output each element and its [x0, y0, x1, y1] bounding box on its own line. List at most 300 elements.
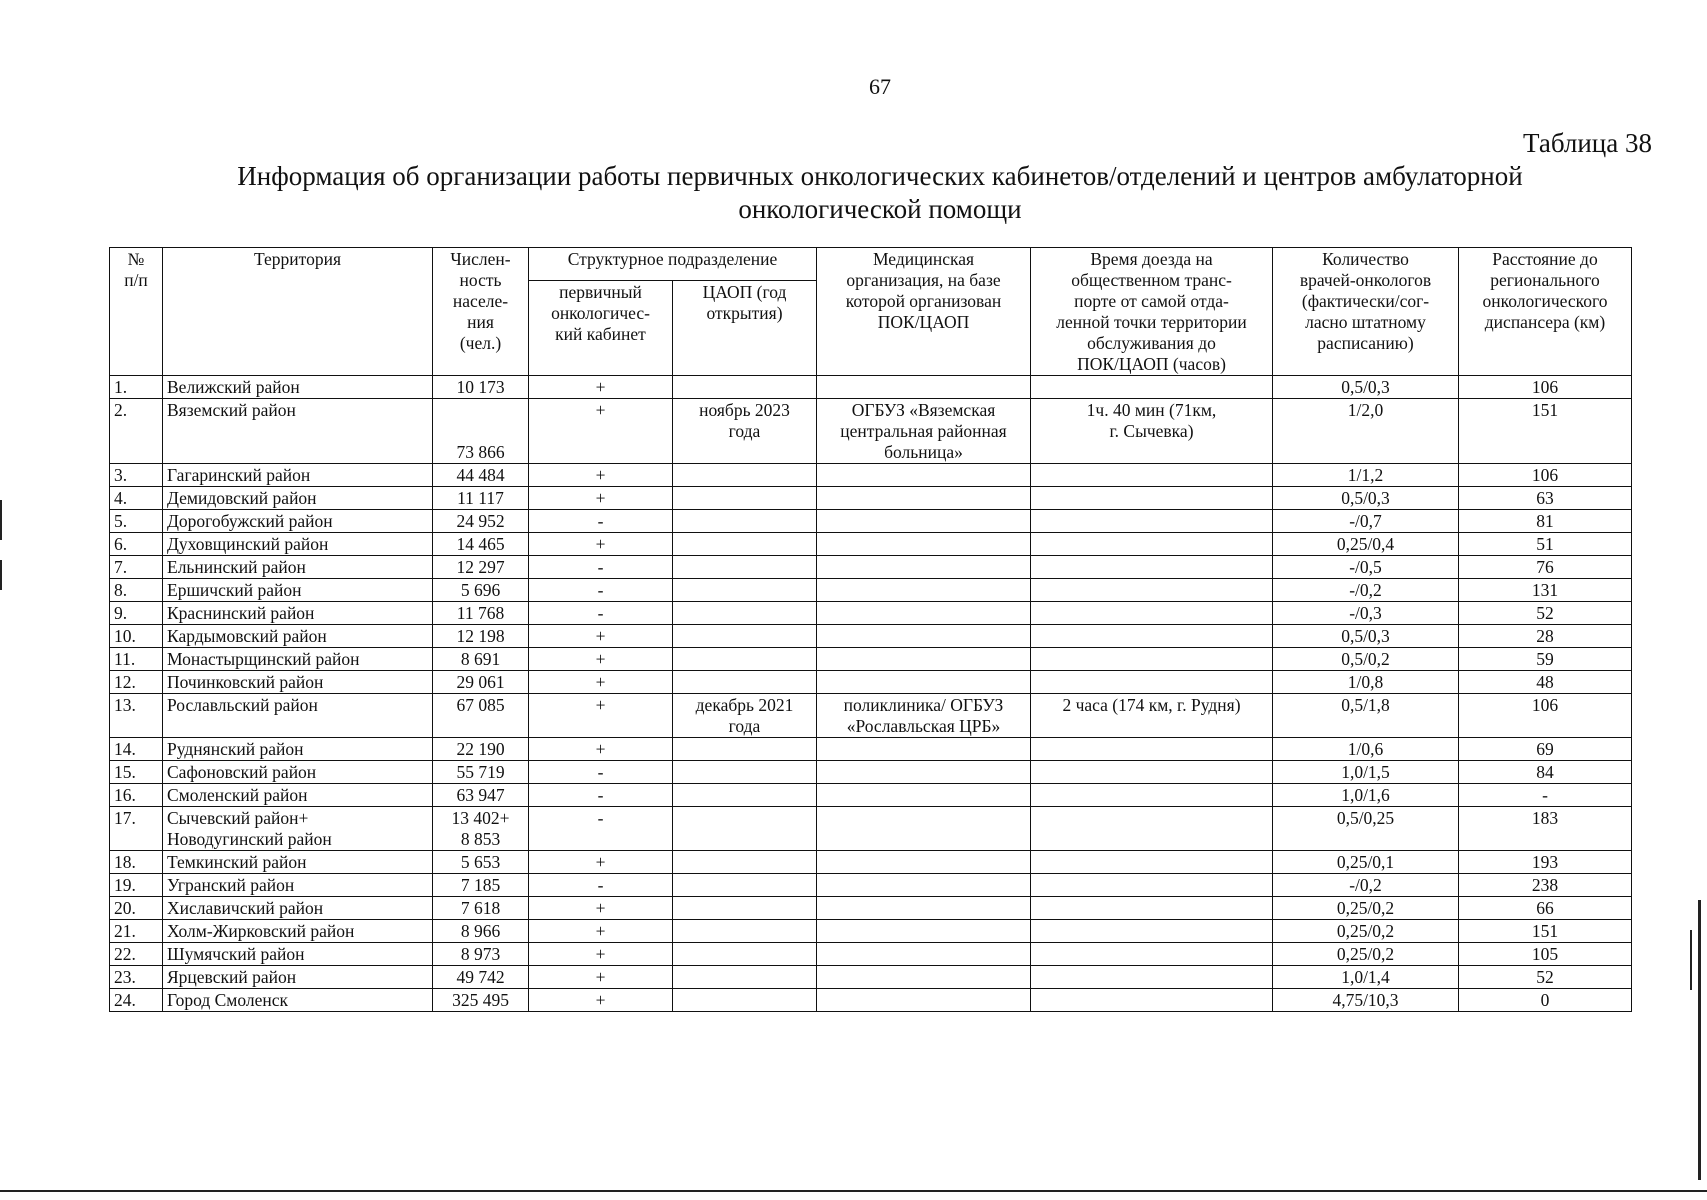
cell-travel-time [1031, 648, 1273, 671]
header-line: кий кабинет [555, 324, 646, 345]
header-line: общественном транс- [1071, 270, 1232, 290]
cell-medical-organization [817, 897, 1031, 920]
oncology-table [109, 247, 1632, 1012]
cell-travel-time [1031, 807, 1273, 851]
cell-medical-organization [817, 533, 1031, 556]
cell-distance: 28 [1459, 625, 1632, 648]
header-line: ПОК/ЦАОП (часов) [1077, 354, 1226, 374]
scan-edge-line [0, 560, 2, 590]
cell-territory [163, 487, 433, 510]
cell-travel-time [1031, 487, 1273, 510]
cell-primary-cabinet: - [529, 579, 673, 602]
cell-travel-time [1031, 464, 1273, 487]
document-title-line-1: Информация об организации работы первичных онкологических кабинетов/отделений и центров амбулаторной [237, 161, 1523, 191]
cell-primary-cabinet: + [529, 464, 673, 487]
cell-line: Смоленский район [167, 785, 308, 805]
cell-primary-cabinet: - [529, 556, 673, 579]
cell-travel-time [1031, 510, 1273, 533]
cell-line: Духовщинский район [167, 534, 329, 554]
cell-primary-cabinet: + [529, 376, 673, 399]
header-line: обслуживания до [1087, 333, 1216, 353]
cell-population [433, 738, 529, 761]
cell-medical-organization [817, 943, 1031, 966]
cell-territory [163, 533, 433, 556]
header-line: (чел.) [459, 333, 502, 353]
cell-population [433, 671, 529, 694]
cell-primary-cabinet: + [529, 399, 673, 464]
cell-travel-time [1031, 694, 1273, 738]
cell-territory [163, 807, 433, 851]
cell-line: Новодугинский район [167, 829, 332, 849]
cell-line: Хиславичский район [167, 898, 324, 918]
table-row [110, 399, 1632, 464]
document-title-line-2: онкологической помощи [738, 194, 1022, 224]
cell-line: Ельнинский район [167, 557, 306, 577]
cell-population [433, 966, 529, 989]
cell-population [433, 874, 529, 897]
cell-medical-organization [817, 920, 1031, 943]
cell-line [437, 421, 524, 442]
cell-line: Город Смоленск [167, 990, 289, 1010]
cell-medical-organization [817, 694, 1031, 738]
table-row [110, 761, 1632, 784]
table-label: Таблица 38 [1523, 128, 1652, 158]
cell-territory [163, 761, 433, 784]
cell-travel-time [1031, 533, 1273, 556]
header-line: которой организован [845, 291, 1002, 311]
cell-oncologists-count: 0,5/0,2 [1273, 648, 1459, 671]
cell-caop [673, 694, 817, 738]
cell-oncologists-count: 0,25/0,1 [1273, 851, 1459, 874]
scan-edge-line [0, 500, 2, 540]
cell-line: ОГБУЗ «Вяземская [851, 400, 996, 420]
cell-travel-time [1031, 851, 1273, 874]
cell-travel-time [1031, 556, 1273, 579]
table-row [110, 989, 1632, 1012]
cell-line: Починковский район [167, 672, 324, 692]
cell-oncologists-count: -/0,2 [1273, 579, 1459, 602]
cell-travel-time [1031, 625, 1273, 648]
header-line: ПОК/ЦАОП [877, 312, 970, 332]
cell-line: 55 719 [456, 762, 505, 782]
cell-distance: 81 [1459, 510, 1632, 533]
table-row [110, 694, 1632, 738]
cell-line: 12 297 [456, 557, 505, 577]
cell-line: Рославльский район [167, 695, 318, 715]
cell-caop [673, 602, 817, 625]
cell-num: 14. [110, 738, 163, 761]
cell-line [437, 400, 524, 421]
cell-distance: 105 [1459, 943, 1632, 966]
cell-medical-organization [817, 464, 1031, 487]
table-row [110, 579, 1632, 602]
cell-num: 7. [110, 556, 163, 579]
cell-oncologists-count: 1,0/1,4 [1273, 966, 1459, 989]
cell-caop [673, 761, 817, 784]
cell-travel-time [1031, 920, 1273, 943]
cell-medical-organization [817, 761, 1031, 784]
table-row [110, 648, 1632, 671]
cell-population [433, 510, 529, 533]
cell-oncologists-count: 0,25/0,2 [1273, 943, 1459, 966]
cell-travel-time [1031, 579, 1273, 602]
cell-travel-time [1031, 784, 1273, 807]
cell-population [433, 487, 529, 510]
header-territory [163, 248, 433, 376]
cell-caop [673, 510, 817, 533]
cell-population [433, 851, 529, 874]
cell-territory [163, 556, 433, 579]
cell-distance: 52 [1459, 966, 1632, 989]
header-line: Структурное подразделение [567, 249, 778, 269]
cell-caop [673, 579, 817, 602]
cell-line: поликлиника/ ОГБУЗ [843, 695, 1004, 715]
cell-travel-time [1031, 897, 1273, 920]
scan-edge-line [1690, 930, 1692, 990]
cell-line: Ярцевский район [167, 967, 297, 987]
cell-medical-organization [817, 807, 1031, 851]
cell-line: 8 691 [460, 649, 501, 669]
cell-territory [163, 851, 433, 874]
table-row [110, 510, 1632, 533]
cell-oncologists-count: 0,5/0,3 [1273, 625, 1459, 648]
cell-caop [673, 851, 817, 874]
scan-edge-line [0, 1190, 1707, 1192]
cell-line: 22 190 [456, 739, 505, 759]
header-line: первичный [559, 282, 642, 303]
header-line: ласно штатному [1305, 312, 1426, 332]
header-line: Числен- [450, 249, 511, 269]
table-row [110, 874, 1632, 897]
cell-caop [673, 897, 817, 920]
cell-primary-cabinet: + [529, 625, 673, 648]
cell-caop [673, 487, 817, 510]
cell-line: Угранский район [167, 875, 295, 895]
cell-num: 16. [110, 784, 163, 807]
cell-distance: 52 [1459, 602, 1632, 625]
cell-line: 7 618 [460, 898, 501, 918]
cell-oncologists-count: 1/0,8 [1273, 671, 1459, 694]
cell-num: 21. [110, 920, 163, 943]
table-row [110, 625, 1632, 648]
cell-line: Сычевский район+ [167, 808, 309, 828]
header-line: п/п [124, 270, 148, 290]
cell-line: Дорогобужский район [167, 511, 333, 531]
cell-distance: 66 [1459, 897, 1632, 920]
cell-primary-cabinet: + [529, 694, 673, 738]
cell-caop [673, 376, 817, 399]
cell-caop [673, 648, 817, 671]
table-row [110, 602, 1632, 625]
header-line: Медицинская [872, 249, 975, 269]
cell-primary-cabinet: - [529, 807, 673, 851]
cell-primary-cabinet: + [529, 943, 673, 966]
header-num [110, 248, 163, 376]
cell-line: 73 866 [456, 442, 505, 462]
header-line: онкологичес- [551, 303, 650, 324]
cell-line: центральная районная [840, 421, 1007, 441]
cell-num: 23. [110, 966, 163, 989]
cell-line: г. Сычевка) [1109, 421, 1194, 441]
cell-line: 13 402+ [451, 808, 510, 828]
header-structural-unit [529, 248, 817, 281]
cell-travel-time [1031, 399, 1273, 464]
cell-primary-cabinet: - [529, 602, 673, 625]
cell-caop [673, 920, 817, 943]
cell-line: 5 696 [460, 580, 501, 600]
table-row [110, 464, 1632, 487]
cell-primary-cabinet: + [529, 989, 673, 1012]
cell-oncologists-count: 0,5/0,3 [1273, 487, 1459, 510]
cell-primary-cabinet: + [529, 966, 673, 989]
cell-oncologists-count: -/0,5 [1273, 556, 1459, 579]
header-line: ленной точки территории [1056, 312, 1247, 332]
cell-num: 9. [110, 602, 163, 625]
cell-distance: 48 [1459, 671, 1632, 694]
cell-oncologists-count: 1/2,0 [1273, 399, 1459, 464]
cell-num: 4. [110, 487, 163, 510]
cell-population [433, 602, 529, 625]
cell-territory [163, 648, 433, 671]
cell-num: 11. [110, 648, 163, 671]
cell-travel-time [1031, 671, 1273, 694]
cell-distance: 51 [1459, 533, 1632, 556]
cell-distance: 106 [1459, 464, 1632, 487]
cell-distance: 59 [1459, 648, 1632, 671]
cell-oncologists-count: 0,25/0,2 [1273, 897, 1459, 920]
header-line: врачей-онкологов [1299, 270, 1432, 290]
cell-territory [163, 625, 433, 648]
header-line: Расстояние до [1492, 249, 1598, 269]
cell-population [433, 533, 529, 556]
cell-medical-organization [817, 625, 1031, 648]
cell-medical-organization [817, 487, 1031, 510]
cell-medical-organization [817, 556, 1031, 579]
header-line: Время доезда на [1090, 249, 1213, 269]
table-row [110, 851, 1632, 874]
cell-line: 63 947 [456, 785, 505, 805]
cell-population [433, 376, 529, 399]
cell-line: Краснинский район [167, 603, 315, 623]
cell-num: 17. [110, 807, 163, 851]
header-line: Территория [254, 249, 341, 269]
cell-distance: 84 [1459, 761, 1632, 784]
cell-caop [673, 738, 817, 761]
cell-distance: 183 [1459, 807, 1632, 851]
cell-medical-organization [817, 851, 1031, 874]
cell-distance: 238 [1459, 874, 1632, 897]
cell-population [433, 625, 529, 648]
cell-medical-organization [817, 671, 1031, 694]
header-row-1 [110, 248, 1632, 281]
cell-population [433, 556, 529, 579]
cell-medical-organization [817, 989, 1031, 1012]
cell-medical-organization [817, 510, 1031, 533]
cell-distance: 63 [1459, 487, 1632, 510]
header-line: Количество [1322, 249, 1409, 269]
header-primary-cabinet [529, 281, 673, 376]
header-line: ЦАОП (год [702, 282, 787, 303]
cell-territory [163, 897, 433, 920]
cell-travel-time [1031, 989, 1273, 1012]
cell-territory [163, 920, 433, 943]
cell-oncologists-count: 0,5/0,3 [1273, 376, 1459, 399]
cell-distance: 151 [1459, 920, 1632, 943]
cell-medical-organization [817, 579, 1031, 602]
cell-caop [673, 989, 817, 1012]
header-distance [1459, 248, 1632, 376]
cell-caop [673, 966, 817, 989]
cell-distance: 106 [1459, 694, 1632, 738]
table-row [110, 943, 1632, 966]
cell-territory [163, 989, 433, 1012]
cell-primary-cabinet: + [529, 671, 673, 694]
cell-num: 1. [110, 376, 163, 399]
cell-medical-organization [817, 376, 1031, 399]
cell-territory [163, 464, 433, 487]
cell-line: Демидовский район [167, 488, 317, 508]
cell-distance: 193 [1459, 851, 1632, 874]
cell-distance: 151 [1459, 399, 1632, 464]
cell-num: 24. [110, 989, 163, 1012]
cell-line: Сафоновский район [167, 762, 317, 782]
cell-primary-cabinet: - [529, 784, 673, 807]
cell-territory [163, 966, 433, 989]
cell-line: Темкинский район [167, 852, 307, 872]
header-line: (фактически/сог- [1301, 291, 1430, 311]
cell-primary-cabinet: + [529, 897, 673, 920]
cell-travel-time [1031, 602, 1273, 625]
cell-caop [673, 399, 817, 464]
cell-num: 19. [110, 874, 163, 897]
cell-travel-time [1031, 966, 1273, 989]
cell-caop [673, 464, 817, 487]
cell-num: 12. [110, 671, 163, 694]
cell-caop [673, 533, 817, 556]
cell-num: 13. [110, 694, 163, 738]
cell-medical-organization [817, 602, 1031, 625]
header-line: ность [459, 270, 502, 290]
header-line: порте от самой отда- [1074, 291, 1229, 311]
cell-num: 20. [110, 897, 163, 920]
cell-line: Руднянский район [167, 739, 304, 759]
cell-oncologists-count: -/0,3 [1273, 602, 1459, 625]
header-line: расписанию) [1317, 333, 1414, 353]
cell-travel-time [1031, 761, 1273, 784]
cell-oncologists-count: 4,75/10,3 [1273, 989, 1459, 1012]
cell-num: 2. [110, 399, 163, 464]
cell-primary-cabinet: + [529, 533, 673, 556]
cell-travel-time [1031, 738, 1273, 761]
cell-distance: 69 [1459, 738, 1632, 761]
header-travel-time [1031, 248, 1273, 376]
cell-territory [163, 671, 433, 694]
cell-territory [163, 602, 433, 625]
header-oncologists-count [1273, 248, 1459, 376]
cell-oncologists-count: 1/0,6 [1273, 738, 1459, 761]
cell-oncologists-count: 0,5/0,25 [1273, 807, 1459, 851]
cell-population [433, 943, 529, 966]
cell-line: 1ч. 40 мин (71км, [1086, 400, 1217, 420]
cell-num: 22. [110, 943, 163, 966]
cell-caop [673, 874, 817, 897]
document-title [150, 160, 1610, 226]
cell-primary-cabinet: + [529, 920, 673, 943]
cell-line: года [728, 421, 761, 441]
cell-population [433, 464, 529, 487]
cell-primary-cabinet: + [529, 487, 673, 510]
cell-line: ноябрь 2023 [699, 400, 790, 420]
cell-line: 2 часа (174 км, г. Рудня) [1062, 695, 1241, 715]
cell-line: 8 966 [460, 921, 501, 941]
cell-medical-organization [817, 874, 1031, 897]
cell-medical-organization [817, 648, 1031, 671]
cell-num: 10. [110, 625, 163, 648]
cell-line: Шумячский район [167, 944, 305, 964]
cell-medical-organization [817, 738, 1031, 761]
cell-caop [673, 943, 817, 966]
cell-population [433, 784, 529, 807]
table-row [110, 920, 1632, 943]
cell-line: Гагаринский район [167, 465, 311, 485]
cell-line: 10 173 [456, 377, 505, 397]
cell-territory [163, 738, 433, 761]
cell-oncologists-count: 1,0/1,5 [1273, 761, 1459, 784]
table-row [110, 897, 1632, 920]
table-body [110, 376, 1632, 1012]
cell-line: Кардымовский район [167, 626, 327, 646]
cell-population [433, 761, 529, 784]
cell-line: больница» [884, 442, 963, 462]
cell-medical-organization [817, 784, 1031, 807]
cell-line: года [728, 716, 761, 736]
cell-line: 11 117 [457, 488, 504, 508]
cell-line: 8 853 [460, 829, 501, 849]
cell-line: Ершичский район [167, 580, 302, 600]
header-line: онкологического [1482, 291, 1608, 311]
cell-territory [163, 579, 433, 602]
cell-primary-cabinet: - [529, 874, 673, 897]
cell-line: Вяземский район [167, 400, 296, 420]
header-line: диспансера (км) [1484, 312, 1606, 332]
table-row [110, 533, 1632, 556]
cell-population [433, 989, 529, 1012]
table-row [110, 487, 1632, 510]
cell-caop [673, 784, 817, 807]
cell-line: 12 198 [456, 626, 505, 646]
cell-line: 8 973 [460, 944, 501, 964]
cell-medical-organization [817, 399, 1031, 464]
table-row [110, 738, 1632, 761]
cell-population [433, 648, 529, 671]
cell-travel-time [1031, 874, 1273, 897]
cell-territory [163, 694, 433, 738]
cell-territory [163, 376, 433, 399]
header-line: населе- [452, 291, 509, 311]
cell-num: 18. [110, 851, 163, 874]
cell-distance: 106 [1459, 376, 1632, 399]
cell-line: Холм-Жирковский район [167, 921, 355, 941]
cell-population [433, 694, 529, 738]
cell-oncologists-count: 0,5/1,8 [1273, 694, 1459, 738]
cell-line: Монастырщинский район [167, 649, 360, 669]
cell-line: 7 185 [460, 875, 501, 895]
cell-num: 8. [110, 579, 163, 602]
cell-distance: 0 [1459, 989, 1632, 1012]
cell-medical-organization [817, 966, 1031, 989]
header-line: организация, на базе [846, 270, 1001, 290]
cell-primary-cabinet: + [529, 648, 673, 671]
